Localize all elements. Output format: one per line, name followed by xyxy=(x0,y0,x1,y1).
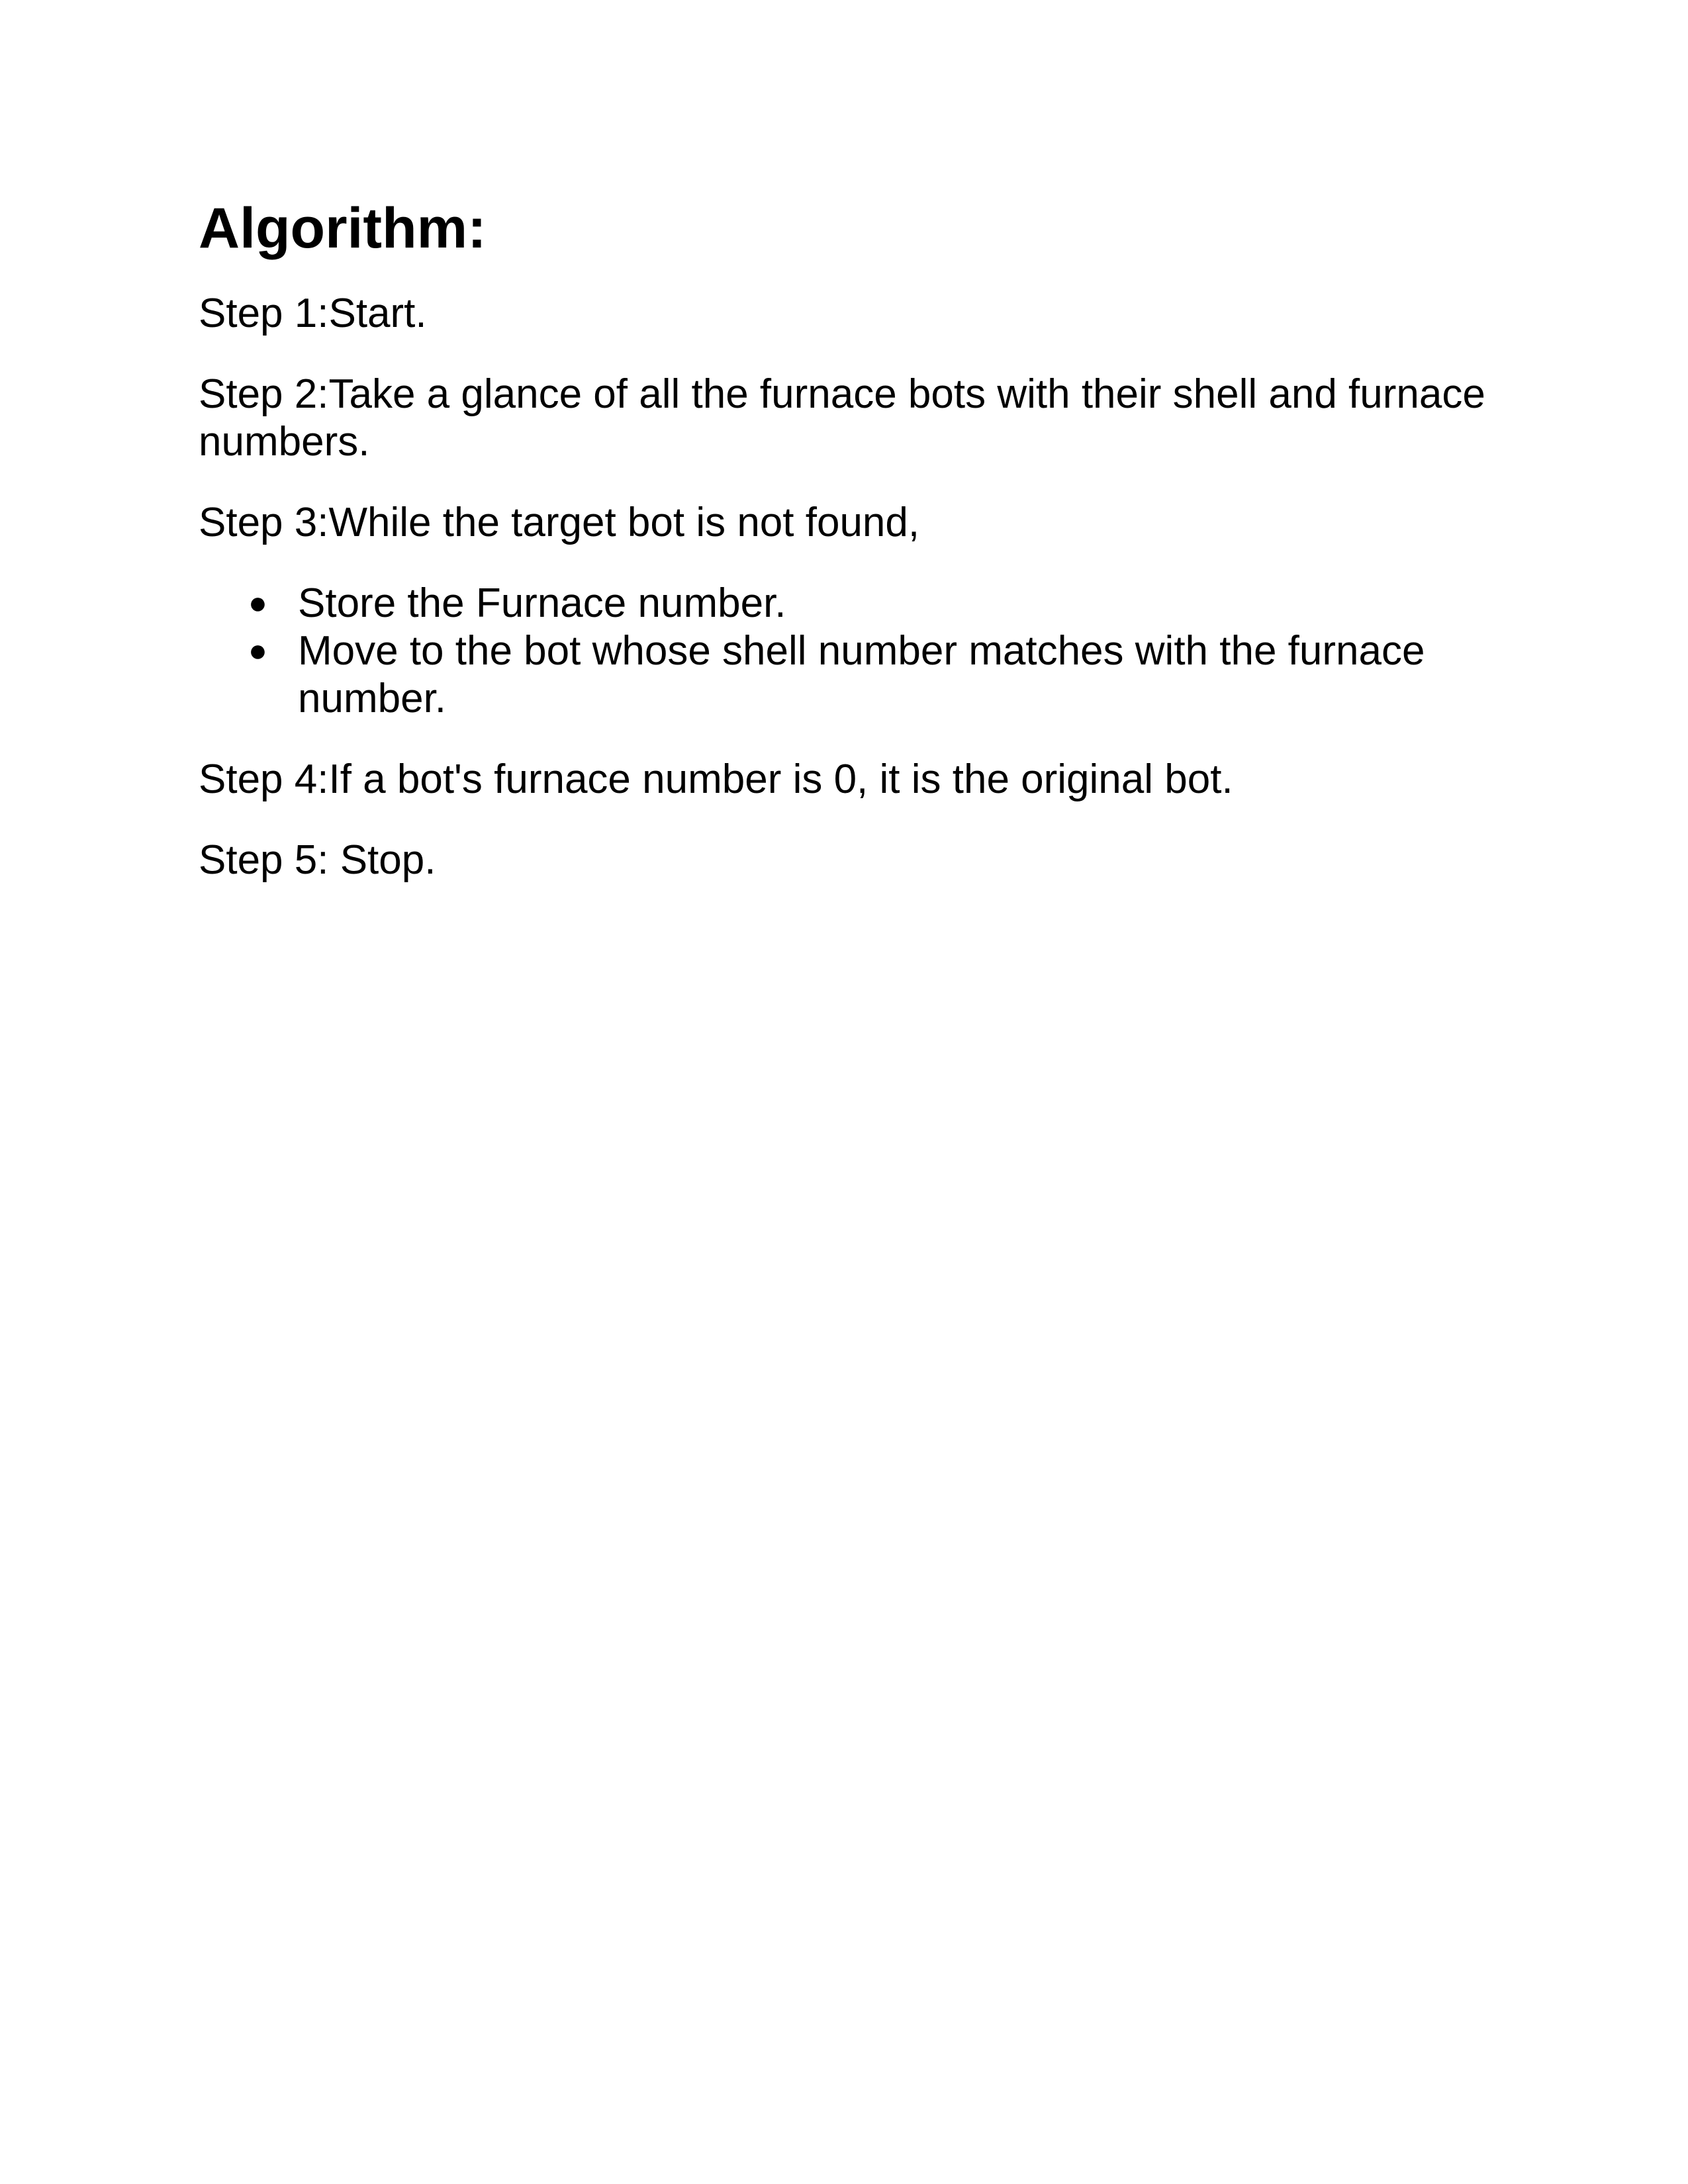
step-4: Step 4:If a bot's furnace number is 0, it is the original bot. xyxy=(199,756,1233,802)
bullet-icon: ● xyxy=(248,586,267,621)
document-page xyxy=(199,192,1496,917)
step-3: Step 3:While the target bot is not found, xyxy=(199,500,920,545)
document-title: Algorithm: xyxy=(199,197,487,260)
bullet-icon: ● xyxy=(248,633,267,668)
list-item xyxy=(199,627,1496,723)
list-item-text: Move to the bot whose shell number matches with the furnace number. xyxy=(298,628,1425,721)
step-2: Step 2:Take a glance of all the furnace bots with their shell and furnace numbers. xyxy=(199,371,1485,465)
step-3-bullet-list xyxy=(199,580,1496,723)
list-item xyxy=(199,580,1496,627)
list-item-text: Store the Furnace number. xyxy=(298,580,786,626)
step-5: Step 5: Stop. xyxy=(199,837,436,883)
step-1: Step 1:Start. xyxy=(199,291,427,336)
